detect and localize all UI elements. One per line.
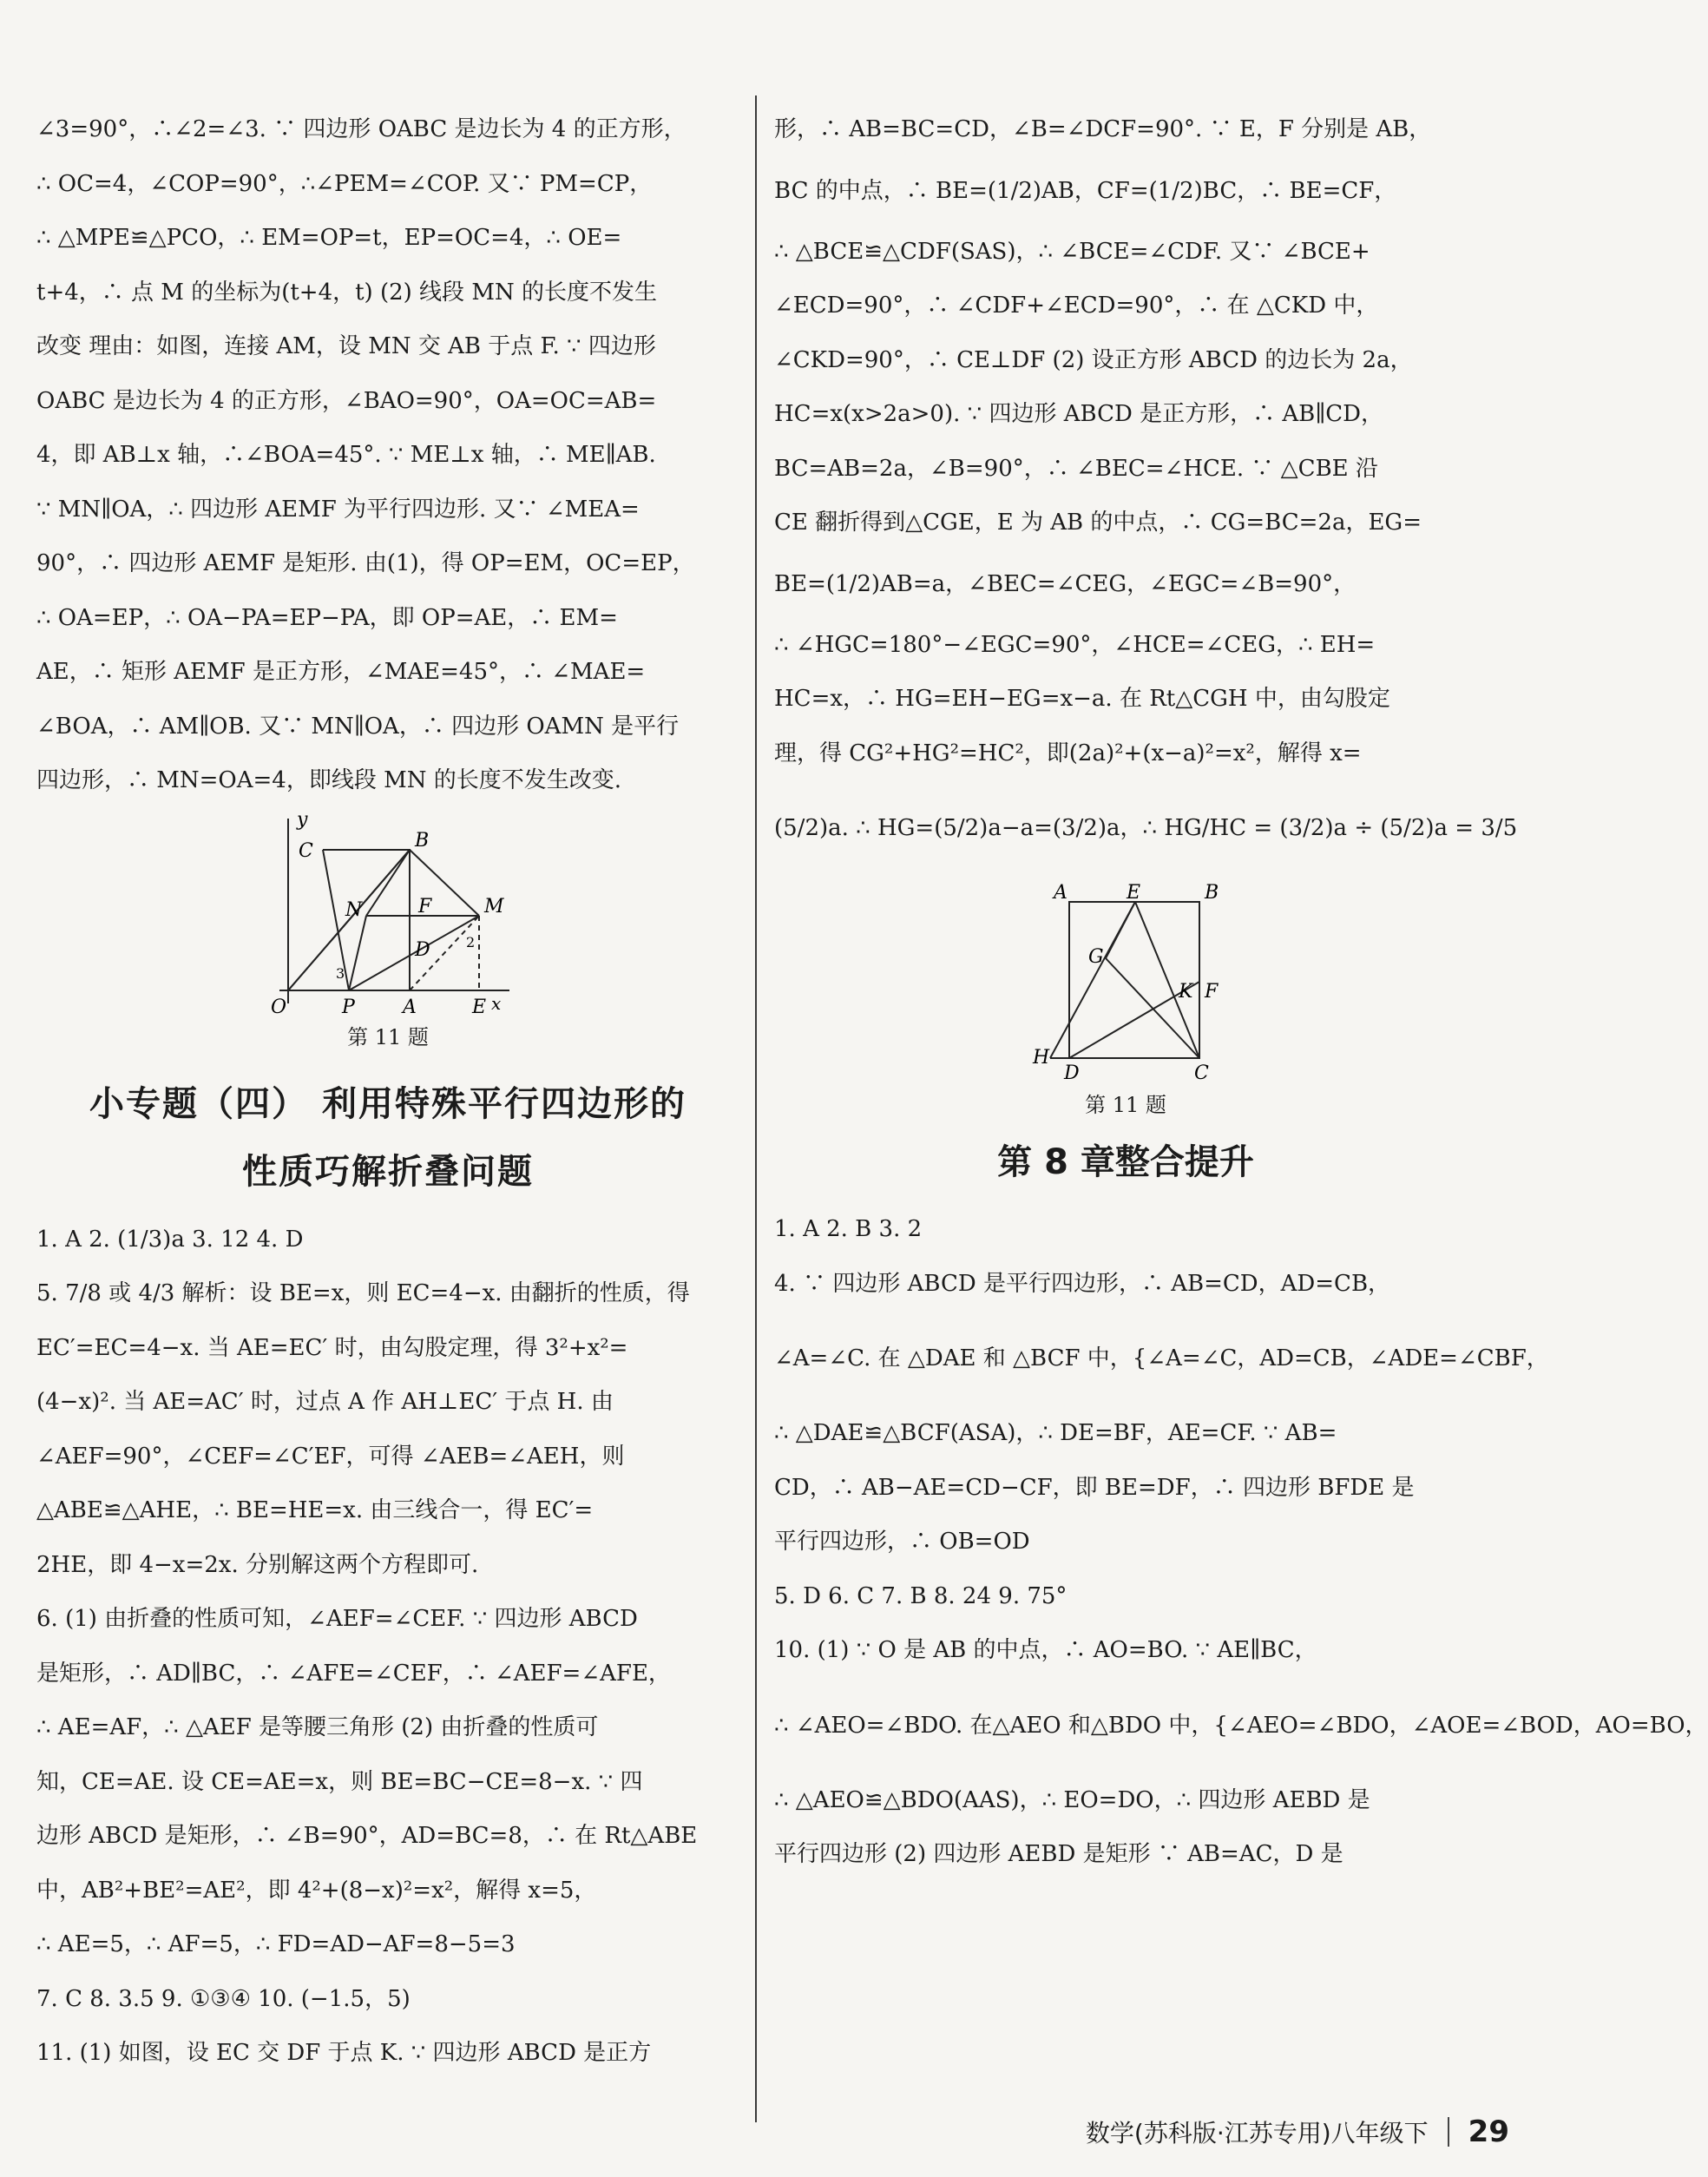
text-line: 7. C 8. 3.5 9. ①③④ 10. (−1.5，5): [36, 1985, 411, 2012]
text-line: ∴ ∠AEO=∠BDO. 在△AEO 和△BDO 中，{∠AEO=∠BDO，∠AOE=∠BOD，AO=BO，: [774, 1712, 1708, 1739]
text-line: 平行四边形 (2) 四边形 AEBD 是矩形 ∵ AB=AC，D 是: [774, 1841, 1343, 1867]
text-line: 90°，∴ 四边形 AEMF 是矩形. 由(1)，得 OP=EM，OC=EP，: [36, 550, 695, 576]
square-abcd: [1069, 902, 1199, 1058]
fig-label: F: [1205, 981, 1219, 1003]
fig-label: x: [491, 992, 502, 1014]
text-line: 是矩形，∴ AD∥BC，∴ ∠AFE=∠CEF，∴ ∠AEF=∠AFE，: [36, 1660, 671, 1687]
text-line: ∴ △BCE≌△CDF(SAS)，∴ ∠BCE=∠CDF. 又∵ ∠BCE+: [774, 238, 1370, 265]
text-line: 知，CE=AE. 设 CE=AE=x，则 BE=BC−CE=8−x. ∵ 四: [36, 1768, 643, 1795]
text-line: 4，即 AB⊥x 轴，∴∠BOA=45°. ∵ ME⊥x 轴，∴ ME∥AB.: [36, 442, 656, 468]
text-line: 2HE，即 4−x=2x. 分别解这两个方程即可.: [36, 1551, 479, 1578]
text-line: 6. (1) 由折叠的性质可知，∠AEF=∠CEF. ∵ 四边形 ABCD: [36, 1606, 638, 1632]
section-title: 小专题（四） 利用特殊平行四边形的: [89, 1083, 686, 1124]
figure-caption: 第 11 题: [1085, 1093, 1166, 1117]
text-line: 1. A 2. (1/3)a 3. 12 4. D: [36, 1226, 304, 1253]
text-line: CE 翻折得到△CGE，E 为 AB 的中点，∴ CG=BC=2a，EG=: [774, 510, 1422, 536]
text-line: 改变 理由：如图，连接 AM，设 MN 交 AB 于点 F. ∵ 四边形: [36, 333, 656, 359]
text-line: 11. (1) 如图，设 EC 交 DF 于点 K. ∵ 四边形 ABCD 是正方: [36, 2040, 652, 2066]
text-line: 平行四边形，∴ OB=OD: [774, 1529, 1030, 1555]
fig-label: 2: [466, 933, 476, 950]
text-line: 四边形，∴ MN=OA=4，即线段 MN 的长度不发生改变.: [36, 767, 622, 793]
left-text-block-b: [36, 1213, 739, 2081]
fig-label: G: [1088, 946, 1104, 968]
text-line: ∴ AE=5，∴ AF=5，∴ FD=AD−AF=8−5=3: [36, 1931, 516, 1957]
text-line: BC=AB=2a，∠B=90°，∴ ∠BEC=∠HCE. ∵ △CBE 沿: [774, 455, 1378, 482]
text-line: HC=x，∴ HG=EH−EG=x−a. 在 Rt△CGH 中，由勾股定: [774, 686, 1390, 712]
right-text-block-a: [774, 102, 1518, 876]
text-line: ∠CKD=90°，∴ CE⊥DF (2) 设正方形 ABCD 的边长为 2a，: [774, 346, 1413, 373]
text-line: ∴ OA=EP，∴ OA−PA=EP−PA，即 OP=AE，∴ EM=: [36, 604, 618, 631]
text-line: ∠A=∠C. 在 △DAE 和 △BCF 中，{∠A=∠C，AD=CB，∠ADE=∠CBF，: [774, 1345, 1549, 1371]
footer-separator: [1448, 2117, 1449, 2147]
fig-label: K: [1179, 981, 1193, 1003]
text-line: ∴ OC=4，∠COP=90°，∴∠PEM=∠COP. 又∵ PM=CP，: [36, 170, 653, 197]
text-line: ∠3=90°，∴∠2=∠3. ∵ 四边形 OABC 是边长为 4 的正方形，: [36, 116, 686, 142]
text-line: ∴ △MPE≌△PCO，∴ EM=OP=t，EP=OC=4，∴ OE=: [36, 225, 622, 251]
fig-label: M: [484, 895, 504, 917]
column-divider: [755, 95, 757, 2122]
fig-label: P: [342, 996, 355, 1018]
fig-label: E: [472, 996, 487, 1018]
section-subtitle: 性质巧解折叠问题: [242, 1151, 534, 1192]
text-line: 5. 7/8 或 4/3 解析：设 BE=x，则 EC=4−x. 由翻折的性质，得: [36, 1280, 690, 1306]
text-line: △ABE≌△AHE，∴ BE=HE=x. 由三线合一，得 EC′=: [36, 1497, 594, 1523]
fig-label: N: [345, 898, 363, 921]
left-text-block-a: [36, 102, 739, 808]
fig-label: B: [1205, 882, 1219, 904]
figure-caption: 第 11 题: [347, 1024, 429, 1049]
geometry-diagram: [774, 876, 1477, 1084]
figure-folded-square: [774, 876, 1477, 1122]
page-number: 29: [1468, 2115, 1509, 2149]
text-line: OABC 是边长为 4 的正方形，∠BAO=90°，OA=OC=AB=: [36, 387, 657, 414]
fig-label: D: [415, 938, 430, 961]
text-line: ∴ ∠HGC=180°−∠EGC=90°，∠HCE=∠CEG，∴ EH=: [774, 631, 1376, 658]
fig-label: y: [297, 808, 308, 831]
left-column: [36, 102, 739, 2081]
text-line: AE，∴ 矩形 AEMF 是正方形，∠MAE=45°，∴ ∠MAE=: [36, 659, 646, 685]
fig-label: H: [1033, 1047, 1050, 1069]
text-line: 理，得 CG²+HG²=HC²，即(2a)²+(x−a)²=x²，解得 x=: [774, 740, 1362, 766]
text-line: (4−x)². 当 AE=AC′ 时，过点 A 作 AH⊥EC′ 于点 H. 由: [36, 1389, 614, 1415]
fig-label: B: [415, 829, 430, 852]
text-line: ∴ AE=AF，∴ △AEF 是等腰三角形 (2) 由折叠的性质可: [36, 1714, 599, 1740]
text-line: 中，AB²+BE²=AE²，即 4²+(8−x)²=x²，解得 x=5，: [36, 1877, 597, 1904]
figure-square-coordinate: [36, 808, 739, 1055]
page-footer: [1086, 2106, 1509, 2158]
text-line: ∠BOA，∴ AM∥OB. 又∵ MN∥OA，∴ 四边形 OAMN 是平行: [36, 713, 680, 740]
text-line: 4. ∵ 四边形 ABCD 是平行四边形，∴ AB=CD，AD=CB，: [774, 1270, 1391, 1297]
text-line: ∵ MN∥OA，∴ 四边形 AEMF 为平行四边形. 又∵ ∠MEA=: [36, 496, 640, 523]
text-line: 边形 ABCD 是矩形，∴ ∠B=90°，AD=BC=8，∴ 在 Rt△ABE: [36, 1823, 698, 1849]
footer-subject: 数学(苏科版·江苏专用)八年级下: [1085, 2119, 1429, 2147]
fig-label: D: [1064, 1062, 1080, 1084]
fig-label: A: [1054, 882, 1068, 904]
fig-label: O: [271, 996, 287, 1018]
text-line: ∴ △AEO≌△BDO(AAS)，∴ EO=DO，∴ 四边形 AEBD 是: [774, 1786, 1370, 1813]
text-line: ∠ECD=90°，∴ ∠CDF+∠ECD=90°，∴ 在 △CKD 中，: [774, 293, 1379, 319]
fig-label: E: [1127, 882, 1141, 904]
chapter-title: 第 8 章整合提升: [997, 1142, 1254, 1182]
fig-label: 3: [336, 964, 345, 982]
text-line: BE=(1/2)AB=a，∠BEC=∠CEG，∠EGC=∠B=90°，: [774, 570, 1357, 597]
fig-label: C: [1194, 1062, 1209, 1084]
text-line: 1. A 2. B 3. 2: [774, 1216, 923, 1242]
text-line: t+4，∴ 点 M 的坐标为(t+4，t) (2) 线段 MN 的长度不发生: [36, 279, 657, 306]
text-line: BC 的中点，∴ BE=(1/2)AB，CF=(1/2)BC，∴ BE=CF，: [774, 177, 1397, 204]
text-line: ∴ △DAE≌△BCF(ASA)，∴ DE=BF，AE=CF. ∵ AB=: [774, 1420, 1337, 1446]
text-line: ∠AEF=90°，∠CEF=∠C′EF，可得 ∠AEB=∠AEH，则: [36, 1443, 625, 1470]
fig-label: F: [418, 895, 432, 917]
right-text-block-b: [774, 1202, 1708, 1882]
fig-label: A: [403, 996, 417, 1018]
text-line: HC=x(x>2a>0). ∵ 四边形 ABCD 是正方形，∴ AB∥CD，: [774, 401, 1383, 427]
text-line: (5/2)a. ∴ HG=(5/2)a−a=(3/2)a，∴ HG/HC = (3/2)a ÷ (5/2)a = 3/5: [774, 815, 1518, 841]
text-line: 5. D 6. C 7. B 8. 24 9. 75°: [774, 1582, 1068, 1609]
fig-label: C: [299, 839, 313, 862]
right-column: [774, 102, 1708, 1882]
text-line: 形，∴ AB=BC=CD，∠B=∠DCF=90°. ∵ E，F 分别是 AB，: [774, 116, 1432, 142]
geometry-diagram: [36, 808, 739, 1016]
text-line: CD，∴ AB−AE=CD−CF，即 BE=DF，∴ 四边形 BFDE 是: [774, 1474, 1415, 1501]
text-line: EC′=EC=4−x. 当 AE=EC′ 时，由勾股定理，得 3²+x²=: [36, 1334, 628, 1361]
text-line: 10. (1) ∵ O 是 AB 的中点，∴ AO=BO. ∵ AE∥BC，: [774, 1637, 1317, 1663]
